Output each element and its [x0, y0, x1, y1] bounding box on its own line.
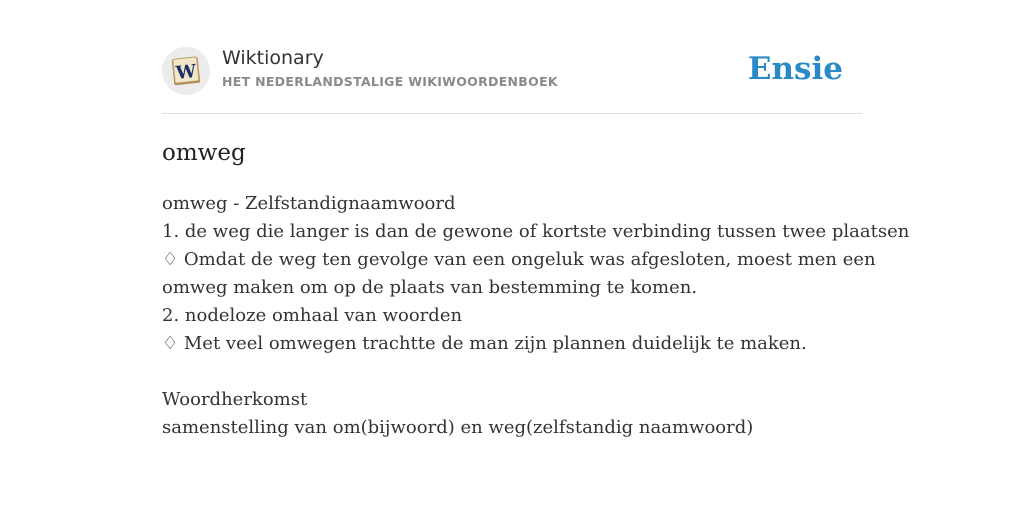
word-class-line: omweg - Zelfstandignaamwoord: [162, 193, 456, 214]
wiktionary-logo-icon[interactable]: [162, 47, 210, 95]
content-container: [162, 0, 910, 438]
sense-1: 1. de weg die langer is dan de gewone of kortste verbinding tussen twee plaatsen: [162, 221, 910, 242]
example-2: ♢ Met veel omwegen trachtte de man zijn plannen duidelijk te maken.: [162, 333, 807, 354]
etymology-text: samenstelling van om(bijwoord) en weg(zelfstandig naamwoord): [162, 417, 754, 438]
sense-2: 2. nodeloze omhaal van woorden: [162, 305, 463, 326]
etymology-heading: Woordherkomst: [162, 389, 308, 410]
example-1-line-1: ♢ Omdat de weg ten gevolge van een ongeluk was afgesloten, moest men een: [162, 249, 876, 270]
site-name[interactable]: Wiktionary: [222, 47, 324, 69]
page-title: omweg: [162, 140, 246, 166]
logo-letter: W: [175, 60, 198, 84]
ensie-brand-link[interactable]: Ensie: [747, 51, 843, 87]
wiktionary-tile-icon: [169, 54, 203, 88]
site-tagline: HET NEDERLANDSTALIGE WIKIWOORDENBOEK: [222, 74, 558, 89]
site-header: [162, 0, 862, 114]
example-1-line-2: omweg maken om op de plaats van bestemming te komen.: [162, 277, 698, 298]
spacer: [162, 358, 882, 386]
definition-body: [162, 190, 910, 442]
